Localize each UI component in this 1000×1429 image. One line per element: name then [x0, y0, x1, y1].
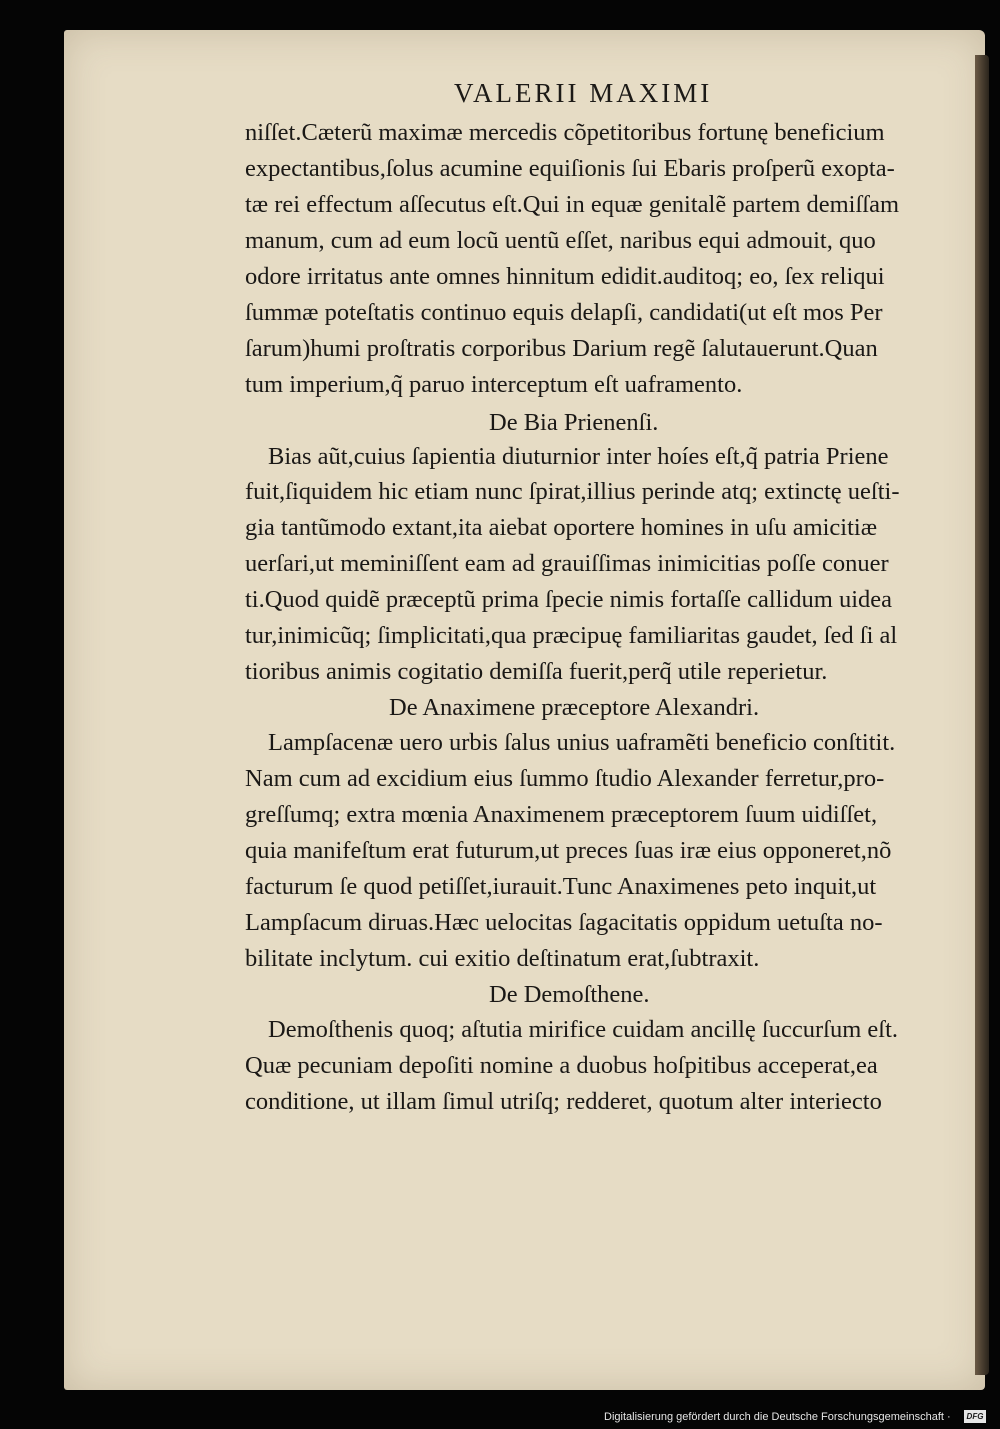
text-line: Demoſthenis quoq; aſtutia mirifice cuidam ancillę ſuccurſum eſt.: [268, 1016, 899, 1043]
text-line: Nam cum ad excidium eius ſummo ſtudio Alexander ferretur,pro-: [245, 765, 885, 792]
digitization-credit: Digitalisierung gefördert durch die Deutsche Forschungsgemeinschaft ·: [604, 1411, 951, 1423]
text-line: greſſumq; extra mœnia Anaximenem præceptorem ſuum uidiſſet,: [245, 801, 878, 828]
text-line: Lampſacum diruas.Hæc uelocitas ſagacitatis oppidum uetuſta no-: [245, 909, 883, 936]
text-line: ſummæ poteſtatis continuo equis delapſi, candidati(ut eſt mos Per: [245, 299, 883, 326]
text-line: fuit,ſiquidem hic etiam nunc ſpirat,illius perinde atq; extinctę ueſti-: [245, 478, 900, 505]
text-line: facturum ſe quod petiſſet,iurauit.Tunc Anaximenes peto inquit,ut: [245, 873, 877, 900]
dfg-logo: DFG: [964, 1410, 986, 1423]
text-line: odore irritatus ante omnes hinnitum edidit.auditoq; eo, ſex reliqui: [245, 263, 885, 290]
text-line: tæ rei effectum aſſecutus eſt.Qui in equæ genitalẽ partem demiſſam: [245, 191, 900, 218]
text-line: tum imperium,q̃ paruo interceptum eſt uaframento.: [245, 371, 743, 398]
text-line: tioribus animis cogitatio demiſſa fuerit,perq̃ utile reperietur.: [245, 658, 828, 685]
running-head: VALERII MAXIMI: [454, 78, 713, 108]
text-line: Quæ pecuniam depoſiti nomine a duobus hoſpitibus acceperat,ea: [245, 1052, 878, 1079]
text-line: Bias aũt,cuius ſapientia diuturnior inter hoíes eſt,q̃ patria Priene: [268, 443, 889, 470]
text-line: manum, cum ad eum locũ uentũ eſſet, naribus equi admouit, quo: [245, 227, 876, 254]
text-line: conditione, ut illam ſimul utriſq; redderet, quotum alter interiecto: [245, 1088, 882, 1115]
section-heading: De Anaximene præceptore Alexandri.: [389, 694, 760, 721]
text-line: bilitate inclytum. cui exitio deſtinatum erat,ſubtraxit.: [245, 945, 760, 972]
section-heading: De Demoſthene.: [489, 981, 650, 1008]
text-line: tur,inimicũq; ſimplicitati,qua præcipuę familiaritas gaudet, ſed ſi al: [245, 622, 898, 649]
text-line: ti.Quod quidẽ præceptũ prima ſpecie nimis fortaſſe callidum uidea: [245, 586, 893, 613]
section-heading: De Bia Prienenſi.: [489, 409, 659, 436]
text-line: gia tantũmodo extant,ita aiebat oportere homines in uſu amicitiæ: [245, 514, 878, 541]
text-line: ſarum)humi proſtratis corporibus Darium regẽ ſalutauerunt.Quan: [245, 335, 878, 362]
page-edge: [975, 55, 989, 1375]
text-line: Lampſacenæ uero urbis ſalus unius uaframẽti beneficio conſtitit.: [268, 729, 896, 756]
text-line: expectantibus,ſolus acumine equiſionis ſui Ebaris proſperũ exopta-: [245, 155, 895, 182]
text-line: niſſet.Cæterũ maximæ mercedis cõpetitoribus fortunę beneficium: [245, 119, 885, 146]
text-line: uerſari,ut meminiſſent eam ad grauiſſimas inimicitias poſſe conuer: [245, 550, 889, 577]
text-line: quia manifeſtum erat futurum,ut preces ſuas iræ eius opponeret,nõ: [245, 837, 892, 864]
